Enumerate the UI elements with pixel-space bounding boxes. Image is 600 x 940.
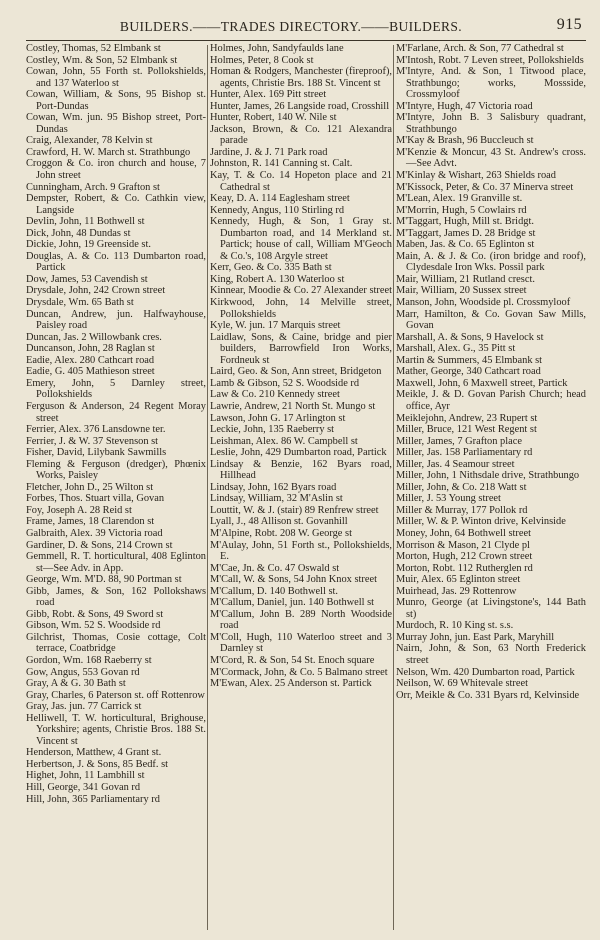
directory-entry: Kirkwood, John, 14 Melville street, Pollokshields (210, 297, 392, 320)
directory-entry: Cowan, William, & Sons, 95 Bishop st. Port-Dundas (26, 89, 206, 112)
directory-entry: Johnston, R. 141 Canning st. Calt. (210, 158, 353, 170)
directory-entry: M'Kissock, Peter, & Co. 37 Minerva street (396, 181, 574, 193)
directory-entry: Lyall, J., 48 Allison st. Govanhill (210, 516, 348, 528)
directory-entry: Marshall, A. & Sons, 9 Havelock st (396, 331, 544, 343)
directory-entry: Gibb, Robt. & Sons, 49 Sword st (26, 608, 164, 620)
directory-entry: Gibson, Wm. 52 S. Woodside rd (26, 620, 161, 632)
column-middle (210, 43, 392, 938)
directory-entry: Hill, John, 365 Parliamentary rd (26, 793, 160, 805)
directory-entry: M'Callum, John B. 289 North Woodside road (210, 608, 392, 632)
directory-entry: Crawford, H. W. March st. Strathbungo (26, 146, 191, 158)
directory-entry: Miller, Jas. 158 Parliamentary rd (396, 447, 533, 459)
page-number: 915 (556, 16, 582, 33)
directory-entry: Jackson, Brown, & Co. 121 Alexandra parade (210, 123, 392, 147)
column-divider (393, 45, 394, 930)
directory-entry: Lamb & Gibson, 52 S. Woodside rd (210, 377, 360, 389)
directory-entry: Miller, J. 53 Young street (396, 493, 501, 505)
directory-entry: George, Wm. M'D. 88, 90 Portman st (26, 574, 182, 586)
directory-entry: Kennedy, Hugh, & Son, 1 Gray st. Dumbarton road, and 14 Merkland st. Partick; house of call, William M'Geoch & Co.'s, 108 Argyle street (210, 216, 392, 262)
directory-entry: Muirhead, Jas. 29 Rottenrow (396, 585, 517, 597)
directory-entry: Lindsay, William, 32 M'Aslin st (210, 493, 343, 505)
directory-entry: Leckie, John, 135 Raeberry st (210, 424, 335, 436)
directory-entry: Laird, Geo. & Son, Ann street, Bridgeton (210, 366, 382, 378)
directory-entry: Frame, James, 18 Clarendon st (26, 516, 155, 528)
directory-entry: Kennedy, Angus, 110 Stirling rd (210, 204, 345, 216)
directory-entry: Forbes, Thos. Stuart villa, Govan (26, 493, 165, 505)
column-right (396, 43, 586, 938)
directory-entry: Hunter, Alex. 169 Pitt street (210, 89, 327, 101)
directory-entry: Munro, George (at Livingstone's, 144 Bath st) (396, 597, 586, 620)
directory-entry: M'Aulay, John, 51 Forth st., Pollokshields, E. (210, 539, 392, 563)
directory-entry: Hunter, Robert, 140 W. Nile st (210, 112, 337, 124)
directory-entry: Meikle, J. & D. Govan Parish Church; head office, Ayr (396, 389, 586, 412)
directory-entry: Dow, James, 53 Cavendish st (26, 273, 148, 285)
directory-entry: Nelson, Wm. 420 Dumbarton road, Partick (396, 666, 575, 678)
directory-entry: M'Ewan, Alex. 25 Anderson st. Partick (210, 678, 372, 690)
page-header (26, 16, 586, 38)
directory-entry: Gray, Jas. jun. 77 Carrick st (26, 701, 142, 713)
directory-entry: Hunter, James, 26 Langside road, Crosshill (210, 100, 390, 112)
directory-entry: M'Intyre, Hugh, 47 Victoria road (396, 100, 533, 112)
directory-entry: M'Intosh, Robt. 7 Leven street, Pollokshields (396, 54, 584, 66)
directory-entry: Costley, Wm. & Son, 52 Elmbank st (26, 54, 178, 66)
directory-entry: Drysdale, John, 242 Crown street (26, 285, 166, 297)
running-title: BUILDERS.——TRADES DIRECTORY.——BUILDERS. (119, 19, 463, 34)
column-left (26, 43, 206, 938)
directory-entry: Maben, Jas. & Co. 65 Eglinton st (396, 239, 535, 251)
directory-entry: Henderson, Matthew, 4 Grant st. (26, 747, 162, 759)
directory-entry: Gray, A & G. 30 Bath st (26, 678, 126, 690)
directory-entry: Marr, Hamilton, & Co. Govan Saw Mills, Govan (396, 308, 586, 332)
column-divider (207, 45, 208, 930)
directory-entry: Gow, Angus, 553 Govan rd (26, 666, 140, 678)
directory-entry: M'Callum, D. 140 Bothwell st. (210, 585, 339, 597)
directory-entry: Louttit, W. & J. (stair) 89 Renfrew street (210, 504, 379, 516)
directory-entry: Eadie, G. 405 Mathieson street (26, 366, 155, 378)
directory-entry: Fisher, David, Lilybank Sawmills (26, 447, 167, 459)
directory-entry: Keay, D. A. 114 Eaglesham street (210, 193, 350, 205)
directory-entry: Leslie, John, 429 Dumbarton road, Partick (210, 447, 387, 459)
directory-entry: Orr, Meikle & Co. 331 Byars rd, Kelvinside (396, 689, 580, 701)
directory-entry: Dick, John, 48 Dundas st (26, 227, 131, 239)
directory-entry: Helliwell, T. W. horticultural, Brighouse, Yorkshire; agents, Christie Bros. 188 St. Vincent st (26, 712, 206, 747)
directory-entry: M'Kay & Brash, 96 Buccleuch st (396, 135, 534, 147)
directory-entry: Miller, Jas. 4 Seamour street (396, 458, 515, 470)
directory-entry: Galbraith, Alex. 39 Victoria road (26, 527, 163, 539)
directory-entry: Martin & Summers, 45 Elmbank st (396, 354, 543, 366)
directory-entry: Kyle, W. jun. 17 Marquis street (210, 320, 341, 332)
directory-entry: M'Cormack, John, & Co. 5 Balmano street (210, 666, 388, 678)
directory-entry: Morton, Hugh, 212 Crown street (396, 551, 533, 563)
header-rule (26, 40, 586, 41)
directory-entry: Gibb, James, & Son, 162 Pollokshaws road (26, 585, 206, 609)
directory-entry: Lawson, John G. 17 Arlington st (210, 412, 346, 424)
directory-entry: Gray, Charles, 6 Paterson st. off Rottenrow (26, 689, 205, 701)
directory-entry: M'Cord, R. & Son, 54 St. Enoch square (210, 654, 375, 666)
directory-entry: Jardine, J. & J. 71 Park road (210, 146, 328, 158)
directory-entry: Leishman, Alex. 86 W. Campbell st (210, 435, 358, 447)
directory-entry: Miller, John, & Co. 218 Watt st (396, 481, 527, 493)
directory-entry: Manson, John, Woodside pl. Crossmyloof (396, 297, 571, 309)
directory-columns (26, 43, 586, 938)
directory-entry: Lindsay, John, 162 Byars road (210, 481, 337, 493)
directory-entry: Homan & Rodgers, Manchester (fireproof), agents, Christie Brs. 188 St. Vincent st (210, 66, 392, 89)
directory-entry: Ferrier, J. & W. 37 Stevenson st (26, 435, 159, 447)
directory-entry: Emery, John, 5 Darnley street, Pollokshields (26, 377, 206, 401)
directory-entry: Ferrier, Alex. 376 Lansdowne ter. (26, 424, 166, 436)
directory-entry: Mair, William, 20 Sussex street (396, 285, 527, 297)
directory-entry: Croggon & Co. iron church and house, 7 John street (26, 158, 206, 182)
directory-entry: King, Robert A. 130 Waterloo st (210, 273, 345, 285)
directory-entry: Douglas, A. & Co. 113 Dumbarton road, Partick (26, 250, 206, 274)
directory-entry: Cowan, Wm. jun. 95 Bishop street, Port-Dundas (26, 112, 206, 135)
directory-entry: Gordon, Wm. 168 Raeberry st (26, 654, 152, 666)
directory-entry: Money, John, 64 Bothwell street (396, 527, 531, 539)
directory-entry: Marshall, Alex. G., 35 Pitt st (396, 343, 516, 355)
directory-entry: M'Coll, Hugh, 110 Waterloo street and 3 Darnley st (210, 631, 392, 655)
directory-entry: Nairn, John, & Son, 63 North Frederick street (396, 643, 586, 666)
directory-entry: Highet, John, 11 Lambhill st (26, 770, 145, 782)
directory-entry: Drysdale, Wm. 65 Bath st (26, 297, 134, 309)
directory-entry: Devlin, John, 11 Bothwell st (26, 216, 145, 228)
directory-entry: M'Lean, Alex. 19 Granville st. (396, 193, 523, 205)
directory-entry: Lindsay & Benzie, 162 Byars road, Hillhead (210, 458, 392, 482)
directory-entry: Mather, George, 340 Cathcart road (396, 366, 541, 378)
directory-entry: Duncanson, John, 28 Raglan st (26, 343, 155, 355)
directory-entry: Fleming & Ferguson (dredger), Phœnix Works, Paisley (26, 458, 206, 482)
directory-entry: Lawrie, Andrew, 21 North St. Mungo st (210, 400, 376, 412)
directory-entry: Foy, Joseph A. 28 Reid st (26, 504, 132, 516)
directory-entry: Laidlaw, Sons, & Caine, bridge and pier builders, Barrowfield Iron Works, Fordneuk st (210, 331, 392, 366)
directory-entry: Law & Co. 210 Kennedy street (210, 389, 340, 401)
directory-entry: Duncan, Andrew, jun. Halfwayhouse, Paisley road (26, 308, 206, 332)
directory-entry: Herbertson, J. & Sons, 85 Bedf. st (26, 758, 168, 770)
directory-entry: Holmes, John, Sandyfaulds lane (210, 43, 344, 54)
directory-entry: Mair, William, 21 Rutland cresct. (396, 273, 535, 285)
directory-entry: Cowan, John, 55 Forth st. Pollokshields, and 137 Waterloo st (26, 66, 206, 89)
directory-entry: Kerr, Geo. & Co. 335 Bath st (210, 262, 332, 274)
directory-entry: Miller, John, 1 Nithsdale drive, Strathbungo (396, 470, 580, 482)
directory-entry: Main, A. & J. & Co. (iron bridge and roof), Clydesdale Iron Wks. Possil park (396, 250, 586, 274)
directory-entry: Gilchrist, Thomas, Cosie cottage, Colt terrace, Coatbridge (26, 631, 206, 655)
directory-entry: M'Alpine, Robt. 208 W. George st (210, 527, 352, 539)
directory-entry: Craig, Alexander, 78 Kelvin st (26, 135, 153, 147)
directory-entry: M'Callum, Daniel, jun. 140 Bothwell st (210, 597, 375, 609)
directory-entry: M'Kenzie & Moncur, 43 St. Andrew's cross.—See Advt. (396, 146, 586, 170)
directory-entry: M'Taggart, Hugh, Mill st. Bridgt. (396, 216, 534, 228)
directory-entry: Miller, James, 7 Grafton place (396, 435, 522, 447)
directory-entry: Kay, T. & Co. 14 Hopeton place and 21 Cathedral st (210, 170, 392, 193)
directory-entry: Eadie, Alex. 280 Cathcart road (26, 354, 155, 366)
directory-entry: Hill, George, 341 Govan rd (26, 782, 141, 793)
directory-entry: Neilson, W. 69 Whitevale street (396, 678, 528, 690)
directory-entry: Holmes, Peter, 8 Cook st (210, 54, 314, 66)
directory-entry: Fletcher, John D., 25 Wilton st (26, 481, 154, 493)
directory-entry: M'Intyre, John B. 3 Salisbury quadrant, Strathbungo (396, 112, 586, 135)
directory-entry: Ferguson & Anderson, 24 Regent Moray street (26, 400, 206, 424)
directory-entry: Cunningham, Arch. 9 Grafton st (26, 181, 160, 193)
directory-entry: Dickie, John, 19 Greenside st. (26, 239, 151, 251)
directory-entry: M'Morrin, Hugh, 5 Cowlairs rd (396, 204, 527, 216)
directory-entry: Morrison & Mason, 21 Clyde pl (396, 539, 530, 551)
directory-entry: Murray John, jun. East Park, Maryhill (396, 631, 555, 643)
directory-entry: Maxwell, John, 6 Maxwell street, Partick (396, 377, 568, 389)
directory-entry: Dempster, Robert, & Co. Cathkin view, Langside (26, 193, 206, 216)
directory-entry: Gardiner, D. & Sons, 214 Crown st (26, 539, 173, 551)
directory-entry: Muir, Alex. 65 Eglinton street (396, 574, 521, 586)
directory-entry: Murdoch, R. 10 King st. s.s. (396, 620, 514, 632)
directory-entry: Gemmell, R. T. horticultural, 408 Eglinton st—See Adv. in App. (26, 551, 206, 574)
directory-entry: M'Taggart, James D. 28 Bridge st (396, 227, 536, 239)
directory-entry: Miller, Bruce, 121 West Regent st (396, 424, 537, 436)
directory-entry: Morton, Robt. 112 Rutherglen rd (396, 562, 533, 574)
directory-entry: Kinnear, Moodie & Co. 27 Alexander street (210, 285, 392, 297)
directory-entry: M'Cae, Jn. & Co. 47 Oswald st (210, 562, 340, 574)
directory-entry: M'Farlane, Arch. & Son, 77 Cathedral st (396, 43, 564, 54)
directory-entry: Meiklejohn, Andrew, 23 Rupert st (396, 412, 538, 424)
directory-entry: Duncan, Jas. 2 Willowbank cres. (26, 331, 162, 343)
directory-entry: M'Kinlay & Wishart, 263 Shields road (396, 170, 556, 182)
directory-entry: Costley, Thomas, 52 Elmbank st (26, 43, 161, 54)
directory-entry: M'Call, W. & Sons, 54 John Knox street (210, 574, 377, 586)
directory-entry: Miller & Murray, 177 Pollok rd (396, 504, 528, 516)
directory-entry: Miller, W. & P. Winton drive, Kelvinside (396, 516, 566, 528)
directory-entry: M'Intyre, And. & Son, 1 Titwood place, Strathbungo; works, Mossside, Crossmyloof (396, 66, 586, 101)
